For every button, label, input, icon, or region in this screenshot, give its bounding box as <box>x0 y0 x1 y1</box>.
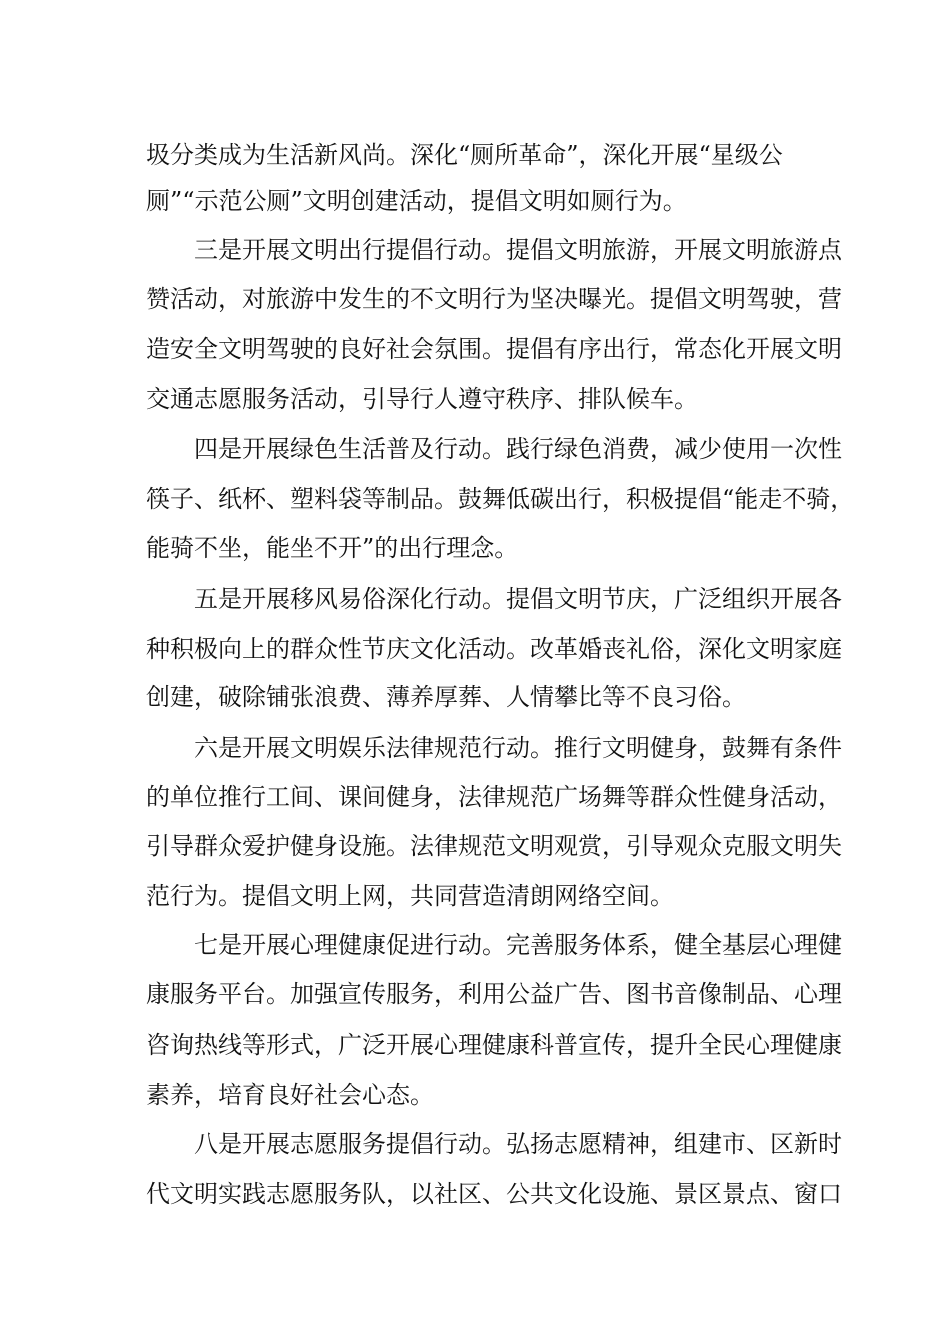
paragraph-start-line: 三是开展文明出行提倡行动。提倡文明旅游，开展文明旅游点 <box>194 236 842 264</box>
paragraph-start-line: 五是开展移风易俗深化行动。提倡文明节庆，广泛组织开展各 <box>194 585 842 613</box>
text-line: 赞活动，对旅游中发生的不文明行为坚决曝光。提倡文明驾驶，营 <box>146 285 842 313</box>
text-line: 创建，破除铺张浪费、薄养厚葬、人情攀比等不良习俗。 <box>146 683 746 711</box>
paragraph-start-line: 四是开展绿色生活普及行动。践行绿色消费，减少使用一次性 <box>194 435 842 463</box>
text-line: 厕”“示范公厕”文明创建活动，提倡文明如厕行为。 <box>146 187 687 215</box>
text-line: 的单位推行工间、课间健身，法律规范广场舞等群众性健身活动， <box>146 783 842 811</box>
text-line: 引导群众爱护健身设施。法律规范文明观赏，引导观众克服文明失 <box>146 832 842 860</box>
text-line: 能骑不坐，能坐不开”的出行理念。 <box>146 534 519 562</box>
text-line: 康服务平台。加强宣传服务，利用公益广告、图书音像制品、心理 <box>146 980 842 1008</box>
text-line: 筷子、纸杯、塑料袋等制品。鼓舞低碳出行，积极提倡“能走不骑， <box>146 485 855 513</box>
text-line: 种积极向上的群众性节庆文化活动。改革婚丧礼俗，深化文明家庭 <box>146 635 842 663</box>
text-line: 圾分类成为生活新风尚。深化“厕所革命”，深化开展“星级公 <box>146 141 783 169</box>
text-line: 素养，培育良好社会心态。 <box>146 1081 434 1109</box>
paragraph-start-line: 八是开展志愿服务提倡行动。弘扬志愿精神，组建市、区新时 <box>194 1130 842 1158</box>
text-line: 造安全文明驾驶的良好社会氛围。提倡有序出行，常态化开展文明 <box>146 335 842 363</box>
paragraph-start-line: 七是开展心理健康促进行动。完善服务体系，健全基层心理健 <box>194 931 842 959</box>
text-line: 范行为。提倡文明上网，共同营造清朗网络空间。 <box>146 882 674 910</box>
paragraph-start-line: 六是开展文明娱乐法律规范行动。推行文明健身，鼓舞有条件 <box>194 734 842 762</box>
text-line: 交通志愿服务活动，引导行人遵守秩序、排队候车。 <box>146 385 698 413</box>
text-line: 代文明实践志愿服务队，以社区、公共文化设施、景区景点、窗口 <box>146 1180 842 1208</box>
text-line: 咨询热线等形式，广泛开展心理健康科普宣传，提升全民心理健康 <box>146 1031 842 1059</box>
